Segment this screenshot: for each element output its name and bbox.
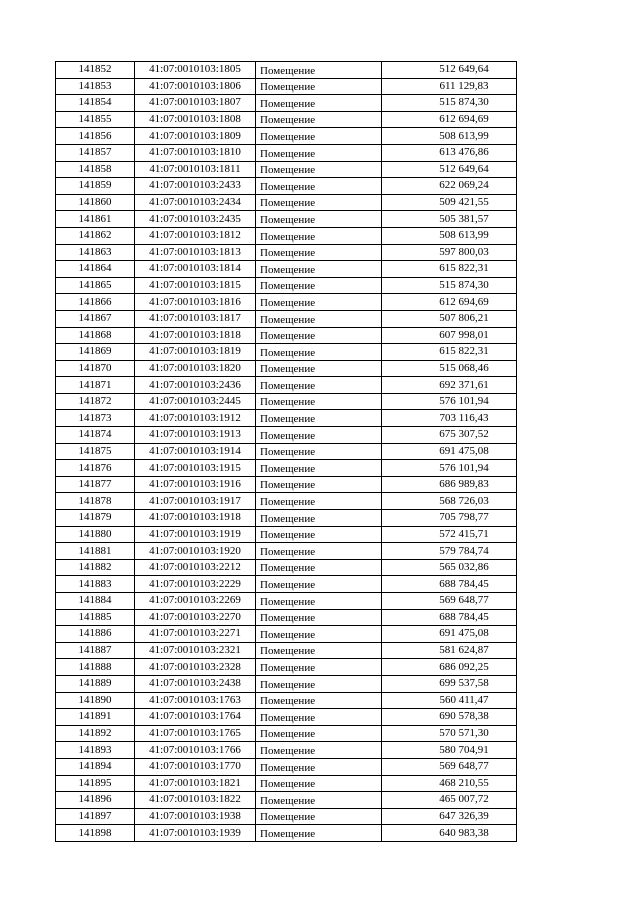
table-row xyxy=(56,626,517,643)
cadastral-value-cell: 505 381,57 xyxy=(382,211,517,228)
table-row xyxy=(56,211,517,228)
cadastral-value-cell: 688 784,45 xyxy=(382,609,517,626)
object-type-cell: Помещение xyxy=(256,576,382,593)
cadastral-value-cell: 515 874,30 xyxy=(382,277,517,294)
row-number-cell: 141892 xyxy=(56,725,135,742)
object-type-cell: Помещение xyxy=(256,443,382,460)
table-row xyxy=(56,78,517,95)
object-type-cell: Помещение xyxy=(256,510,382,527)
cadastral-value-cell: 580 704,91 xyxy=(382,742,517,759)
cadastral-value-cell: 515 874,30 xyxy=(382,95,517,112)
cadastral-number-cell: 41:07:0010103:1919 xyxy=(135,526,256,543)
row-number-cell: 141884 xyxy=(56,593,135,610)
object-type-cell: Помещение xyxy=(256,62,382,79)
object-type-cell: Помещение xyxy=(256,476,382,493)
row-number-cell: 141878 xyxy=(56,493,135,510)
object-type-cell: Помещение xyxy=(256,642,382,659)
cadastral-number-cell: 41:07:0010103:1805 xyxy=(135,62,256,79)
cadastral-value-cell: 569 648,77 xyxy=(382,593,517,610)
object-type-cell: Помещение xyxy=(256,609,382,626)
row-number-cell: 141863 xyxy=(56,244,135,261)
cadastral-value-cell: 465 007,72 xyxy=(382,792,517,809)
cadastral-value-cell: 647 326,39 xyxy=(382,808,517,825)
cadastral-value-cell: 468 210,55 xyxy=(382,775,517,792)
cadastral-value-cell: 576 101,94 xyxy=(382,460,517,477)
object-type-cell: Помещение xyxy=(256,211,382,228)
table-row xyxy=(56,261,517,278)
object-type-cell: Помещение xyxy=(256,792,382,809)
row-number-cell: 141859 xyxy=(56,178,135,195)
cadastral-number-cell: 41:07:0010103:1764 xyxy=(135,709,256,726)
table-row xyxy=(56,443,517,460)
cadastral-number-cell: 41:07:0010103:1939 xyxy=(135,825,256,842)
row-number-cell: 141861 xyxy=(56,211,135,228)
table-row xyxy=(56,758,517,775)
cadastral-number-cell: 41:07:0010103:2270 xyxy=(135,609,256,626)
table-row xyxy=(56,493,517,510)
cadastral-number-cell: 41:07:0010103:1912 xyxy=(135,410,256,427)
table-row xyxy=(56,609,517,626)
cadastral-number-cell: 41:07:0010103:2436 xyxy=(135,377,256,394)
row-number-cell: 141864 xyxy=(56,261,135,278)
cadastral-value-cell: 572 415,71 xyxy=(382,526,517,543)
object-type-cell: Помещение xyxy=(256,559,382,576)
object-type-cell: Помещение xyxy=(256,277,382,294)
object-type-cell: Помещение xyxy=(256,344,382,361)
cadastral-value-cell: 612 694,69 xyxy=(382,111,517,128)
row-number-cell: 141896 xyxy=(56,792,135,809)
row-number-cell: 141882 xyxy=(56,559,135,576)
table-row xyxy=(56,775,517,792)
table-row xyxy=(56,161,517,178)
cadastral-value-cell: 581 624,87 xyxy=(382,642,517,659)
row-number-cell: 141889 xyxy=(56,675,135,692)
row-number-cell: 141871 xyxy=(56,377,135,394)
cadastral-value-cell: 688 784,45 xyxy=(382,576,517,593)
row-number-cell: 141894 xyxy=(56,758,135,775)
cadastral-value-table xyxy=(55,61,517,842)
cadastral-value-cell: 512 649,64 xyxy=(382,62,517,79)
table-row xyxy=(56,808,517,825)
cadastral-value-cell: 507 806,21 xyxy=(382,310,517,327)
row-number-cell: 141869 xyxy=(56,344,135,361)
cadastral-number-cell: 41:07:0010103:1817 xyxy=(135,310,256,327)
cadastral-number-cell: 41:07:0010103:2435 xyxy=(135,211,256,228)
cadastral-number-cell: 41:07:0010103:2328 xyxy=(135,659,256,676)
row-number-cell: 141853 xyxy=(56,78,135,95)
row-number-cell: 141893 xyxy=(56,742,135,759)
table-row xyxy=(56,128,517,145)
cadastral-number-cell: 41:07:0010103:1814 xyxy=(135,261,256,278)
table-row xyxy=(56,526,517,543)
cadastral-number-cell: 41:07:0010103:1809 xyxy=(135,128,256,145)
row-number-cell: 141881 xyxy=(56,543,135,560)
table-row xyxy=(56,327,517,344)
cadastral-value-cell: 565 032,86 xyxy=(382,559,517,576)
object-type-cell: Помещение xyxy=(256,659,382,676)
cadastral-value-cell: 615 822,31 xyxy=(382,344,517,361)
row-number-cell: 141870 xyxy=(56,360,135,377)
table-row xyxy=(56,360,517,377)
row-number-cell: 141856 xyxy=(56,128,135,145)
row-number-cell: 141852 xyxy=(56,62,135,79)
table-body xyxy=(56,62,517,842)
cadastral-number-cell: 41:07:0010103:2321 xyxy=(135,642,256,659)
cadastral-value-cell: 508 613,99 xyxy=(382,128,517,145)
cadastral-value-cell: 675 307,52 xyxy=(382,427,517,444)
object-type-cell: Помещение xyxy=(256,78,382,95)
cadastral-number-cell: 41:07:0010103:1913 xyxy=(135,427,256,444)
row-number-cell: 141875 xyxy=(56,443,135,460)
cadastral-number-cell: 41:07:0010103:1807 xyxy=(135,95,256,112)
row-number-cell: 141868 xyxy=(56,327,135,344)
object-type-cell: Помещение xyxy=(256,742,382,759)
table-row xyxy=(56,675,517,692)
object-type-cell: Помещение xyxy=(256,178,382,195)
cadastral-value-cell: 691 475,08 xyxy=(382,626,517,643)
object-type-cell: Помещение xyxy=(256,808,382,825)
object-type-cell: Помещение xyxy=(256,410,382,427)
object-type-cell: Помещение xyxy=(256,692,382,709)
object-type-cell: Помещение xyxy=(256,543,382,560)
object-type-cell: Помещение xyxy=(256,294,382,311)
object-type-cell: Помещение xyxy=(256,493,382,510)
row-number-cell: 141854 xyxy=(56,95,135,112)
table-row xyxy=(56,543,517,560)
row-number-cell: 141858 xyxy=(56,161,135,178)
cadastral-number-cell: 41:07:0010103:1916 xyxy=(135,476,256,493)
cadastral-value-cell: 705 798,77 xyxy=(382,510,517,527)
row-number-cell: 141876 xyxy=(56,460,135,477)
object-type-cell: Помещение xyxy=(256,393,382,410)
cadastral-number-cell: 41:07:0010103:1819 xyxy=(135,344,256,361)
object-type-cell: Помещение xyxy=(256,825,382,842)
cadastral-number-cell: 41:07:0010103:1820 xyxy=(135,360,256,377)
cadastral-number-cell: 41:07:0010103:2269 xyxy=(135,593,256,610)
cadastral-number-cell: 41:07:0010103:1821 xyxy=(135,775,256,792)
row-number-cell: 141880 xyxy=(56,526,135,543)
object-type-cell: Помещение xyxy=(256,725,382,742)
table-row xyxy=(56,62,517,79)
cadastral-number-cell: 41:07:0010103:1920 xyxy=(135,543,256,560)
object-type-cell: Помещение xyxy=(256,377,382,394)
table-row xyxy=(56,310,517,327)
row-number-cell: 141874 xyxy=(56,427,135,444)
object-type-cell: Помещение xyxy=(256,95,382,112)
table-row xyxy=(56,510,517,527)
row-number-cell: 141890 xyxy=(56,692,135,709)
cadastral-number-cell: 41:07:0010103:2445 xyxy=(135,393,256,410)
object-type-cell: Помещение xyxy=(256,194,382,211)
table-row xyxy=(56,227,517,244)
table-row xyxy=(56,742,517,759)
object-type-cell: Помещение xyxy=(256,775,382,792)
cadastral-value-cell: 640 983,38 xyxy=(382,825,517,842)
row-number-cell: 141897 xyxy=(56,808,135,825)
table-row xyxy=(56,576,517,593)
cadastral-value-cell: 512 649,64 xyxy=(382,161,517,178)
table-row xyxy=(56,692,517,709)
table-row xyxy=(56,792,517,809)
object-type-cell: Помещение xyxy=(256,626,382,643)
cadastral-value-cell: 686 092,25 xyxy=(382,659,517,676)
row-number-cell: 141873 xyxy=(56,410,135,427)
row-number-cell: 141887 xyxy=(56,642,135,659)
cadastral-value-cell: 597 800,03 xyxy=(382,244,517,261)
row-number-cell: 141865 xyxy=(56,277,135,294)
cadastral-value-cell: 508 613,99 xyxy=(382,227,517,244)
object-type-cell: Помещение xyxy=(256,111,382,128)
cadastral-number-cell: 41:07:0010103:1816 xyxy=(135,294,256,311)
table-row xyxy=(56,709,517,726)
table-row xyxy=(56,111,517,128)
object-type-cell: Помещение xyxy=(256,128,382,145)
row-number-cell: 141888 xyxy=(56,659,135,676)
row-number-cell: 141898 xyxy=(56,825,135,842)
cadastral-number-cell: 41:07:0010103:1914 xyxy=(135,443,256,460)
cadastral-number-cell: 41:07:0010103:1765 xyxy=(135,725,256,742)
cadastral-value-cell: 686 989,83 xyxy=(382,476,517,493)
object-type-cell: Помещение xyxy=(256,327,382,344)
object-type-cell: Помещение xyxy=(256,161,382,178)
cadastral-value-cell: 612 694,69 xyxy=(382,294,517,311)
row-number-cell: 141857 xyxy=(56,144,135,161)
table-row xyxy=(56,277,517,294)
table-row xyxy=(56,377,517,394)
cadastral-number-cell: 41:07:0010103:1812 xyxy=(135,227,256,244)
object-type-cell: Помещение xyxy=(256,593,382,610)
object-type-cell: Помещение xyxy=(256,427,382,444)
object-type-cell: Помещение xyxy=(256,261,382,278)
row-number-cell: 141860 xyxy=(56,194,135,211)
cadastral-number-cell: 41:07:0010103:1813 xyxy=(135,244,256,261)
object-type-cell: Помещение xyxy=(256,310,382,327)
row-number-cell: 141895 xyxy=(56,775,135,792)
object-type-cell: Помещение xyxy=(256,709,382,726)
cadastral-number-cell: 41:07:0010103:2438 xyxy=(135,675,256,692)
table-row xyxy=(56,294,517,311)
cadastral-value-cell: 576 101,94 xyxy=(382,393,517,410)
table-row xyxy=(56,476,517,493)
cadastral-value-cell: 570 571,30 xyxy=(382,725,517,742)
table-row xyxy=(56,559,517,576)
object-type-cell: Помещение xyxy=(256,675,382,692)
table-row xyxy=(56,593,517,610)
cadastral-number-cell: 41:07:0010103:1822 xyxy=(135,792,256,809)
cadastral-value-cell: 515 068,46 xyxy=(382,360,517,377)
row-number-cell: 141877 xyxy=(56,476,135,493)
row-number-cell: 141883 xyxy=(56,576,135,593)
table-row xyxy=(56,825,517,842)
cadastral-value-cell: 607 998,01 xyxy=(382,327,517,344)
table-row xyxy=(56,344,517,361)
cadastral-number-cell: 41:07:0010103:2229 xyxy=(135,576,256,593)
cadastral-value-cell: 568 726,03 xyxy=(382,493,517,510)
cadastral-number-cell: 41:07:0010103:1938 xyxy=(135,808,256,825)
cadastral-value-cell: 613 476,86 xyxy=(382,144,517,161)
cadastral-number-cell: 41:07:0010103:1815 xyxy=(135,277,256,294)
cadastral-value-cell: 691 475,08 xyxy=(382,443,517,460)
cadastral-number-cell: 41:07:0010103:1763 xyxy=(135,692,256,709)
table-row xyxy=(56,427,517,444)
table-row xyxy=(56,393,517,410)
cadastral-number-cell: 41:07:0010103:1810 xyxy=(135,144,256,161)
cadastral-number-cell: 41:07:0010103:1818 xyxy=(135,327,256,344)
cadastral-value-cell: 509 421,55 xyxy=(382,194,517,211)
table-row xyxy=(56,659,517,676)
cadastral-number-cell: 41:07:0010103:1811 xyxy=(135,161,256,178)
table-row xyxy=(56,244,517,261)
object-type-cell: Помещение xyxy=(256,526,382,543)
cadastral-value-cell: 579 784,74 xyxy=(382,543,517,560)
row-number-cell: 141855 xyxy=(56,111,135,128)
table-row xyxy=(56,410,517,427)
cadastral-value-cell: 699 537,58 xyxy=(382,675,517,692)
cadastral-value-cell: 560 411,47 xyxy=(382,692,517,709)
cadastral-number-cell: 41:07:0010103:1915 xyxy=(135,460,256,477)
cadastral-value-cell: 569 648,77 xyxy=(382,758,517,775)
table-row xyxy=(56,178,517,195)
cadastral-number-cell: 41:07:0010103:1808 xyxy=(135,111,256,128)
row-number-cell: 141862 xyxy=(56,227,135,244)
cadastral-number-cell: 41:07:0010103:2434 xyxy=(135,194,256,211)
cadastral-number-cell: 41:07:0010103:2212 xyxy=(135,559,256,576)
row-number-cell: 141885 xyxy=(56,609,135,626)
cadastral-value-cell: 615 822,31 xyxy=(382,261,517,278)
object-type-cell: Помещение xyxy=(256,244,382,261)
row-number-cell: 141879 xyxy=(56,510,135,527)
object-type-cell: Помещение xyxy=(256,227,382,244)
row-number-cell: 141866 xyxy=(56,294,135,311)
table-row xyxy=(56,642,517,659)
row-number-cell: 141891 xyxy=(56,709,135,726)
table-row xyxy=(56,460,517,477)
row-number-cell: 141867 xyxy=(56,310,135,327)
cadastral-number-cell: 41:07:0010103:1918 xyxy=(135,510,256,527)
cadastral-number-cell: 41:07:0010103:1770 xyxy=(135,758,256,775)
object-type-cell: Помещение xyxy=(256,360,382,377)
object-type-cell: Помещение xyxy=(256,144,382,161)
table-row xyxy=(56,144,517,161)
row-number-cell: 141872 xyxy=(56,393,135,410)
table-row xyxy=(56,194,517,211)
table-row xyxy=(56,725,517,742)
object-type-cell: Помещение xyxy=(256,758,382,775)
cadastral-number-cell: 41:07:0010103:2271 xyxy=(135,626,256,643)
table-row xyxy=(56,95,517,112)
cadastral-number-cell: 41:07:0010103:1806 xyxy=(135,78,256,95)
cadastral-number-cell: 41:07:0010103:1766 xyxy=(135,742,256,759)
cadastral-value-cell: 703 116,43 xyxy=(382,410,517,427)
cadastral-value-cell: 611 129,83 xyxy=(382,78,517,95)
cadastral-number-cell: 41:07:0010103:1917 xyxy=(135,493,256,510)
cadastral-value-cell: 692 371,61 xyxy=(382,377,517,394)
cadastral-value-cell: 690 578,38 xyxy=(382,709,517,726)
cadastral-number-cell: 41:07:0010103:2433 xyxy=(135,178,256,195)
cadastral-value-cell: 622 069,24 xyxy=(382,178,517,195)
row-number-cell: 141886 xyxy=(56,626,135,643)
object-type-cell: Помещение xyxy=(256,460,382,477)
